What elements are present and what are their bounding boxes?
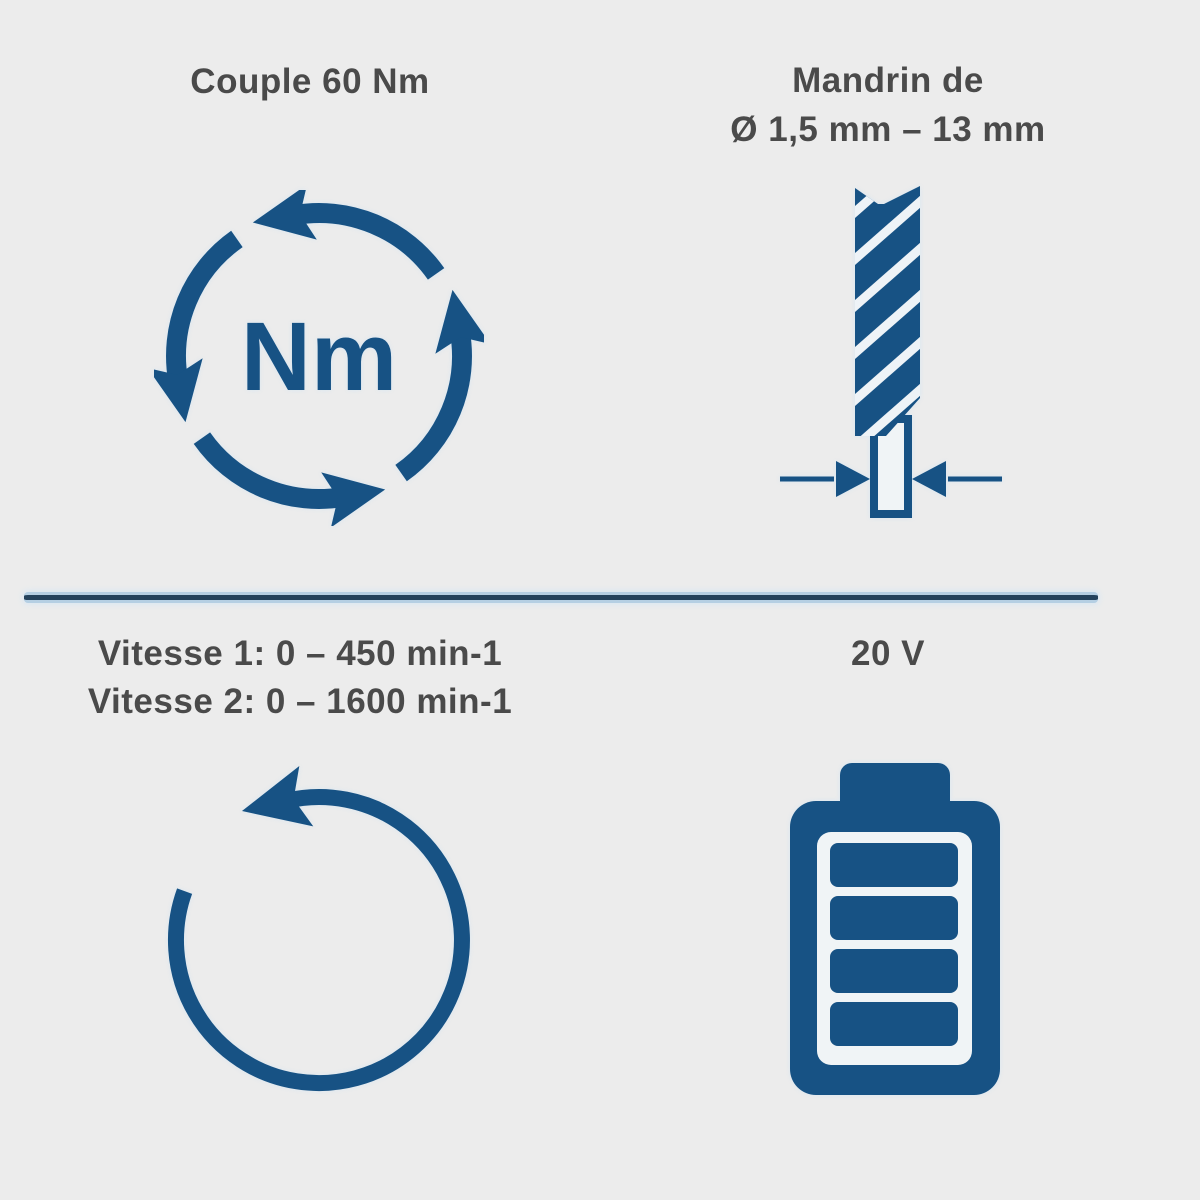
rotation-arrow-icon [155, 760, 495, 1110]
speed-title [5, 630, 595, 726]
section-divider [24, 592, 1098, 603]
chuck-title-line2: Ø 1,5 mm – 13 mm [730, 110, 1046, 149]
torque-title: Couple 60 Nm [190, 62, 430, 101]
drill-bit-icon [760, 170, 1060, 530]
speed-line2: Vitesse 2: 0 – 1600 min-1 [87, 682, 513, 721]
nm-unit-label: Nm [240, 302, 398, 411]
chuck-title-line1: Mandrin de [792, 61, 984, 100]
speed-line1: Vitesse 1: 0 – 450 min-1 [97, 634, 503, 673]
chuck-title [600, 56, 1176, 154]
drill-flutes [835, 170, 945, 462]
voltage-title: 20 V [851, 634, 925, 673]
rotation-arrows-nm-icon [154, 190, 484, 526]
battery-icon [780, 740, 1010, 1120]
